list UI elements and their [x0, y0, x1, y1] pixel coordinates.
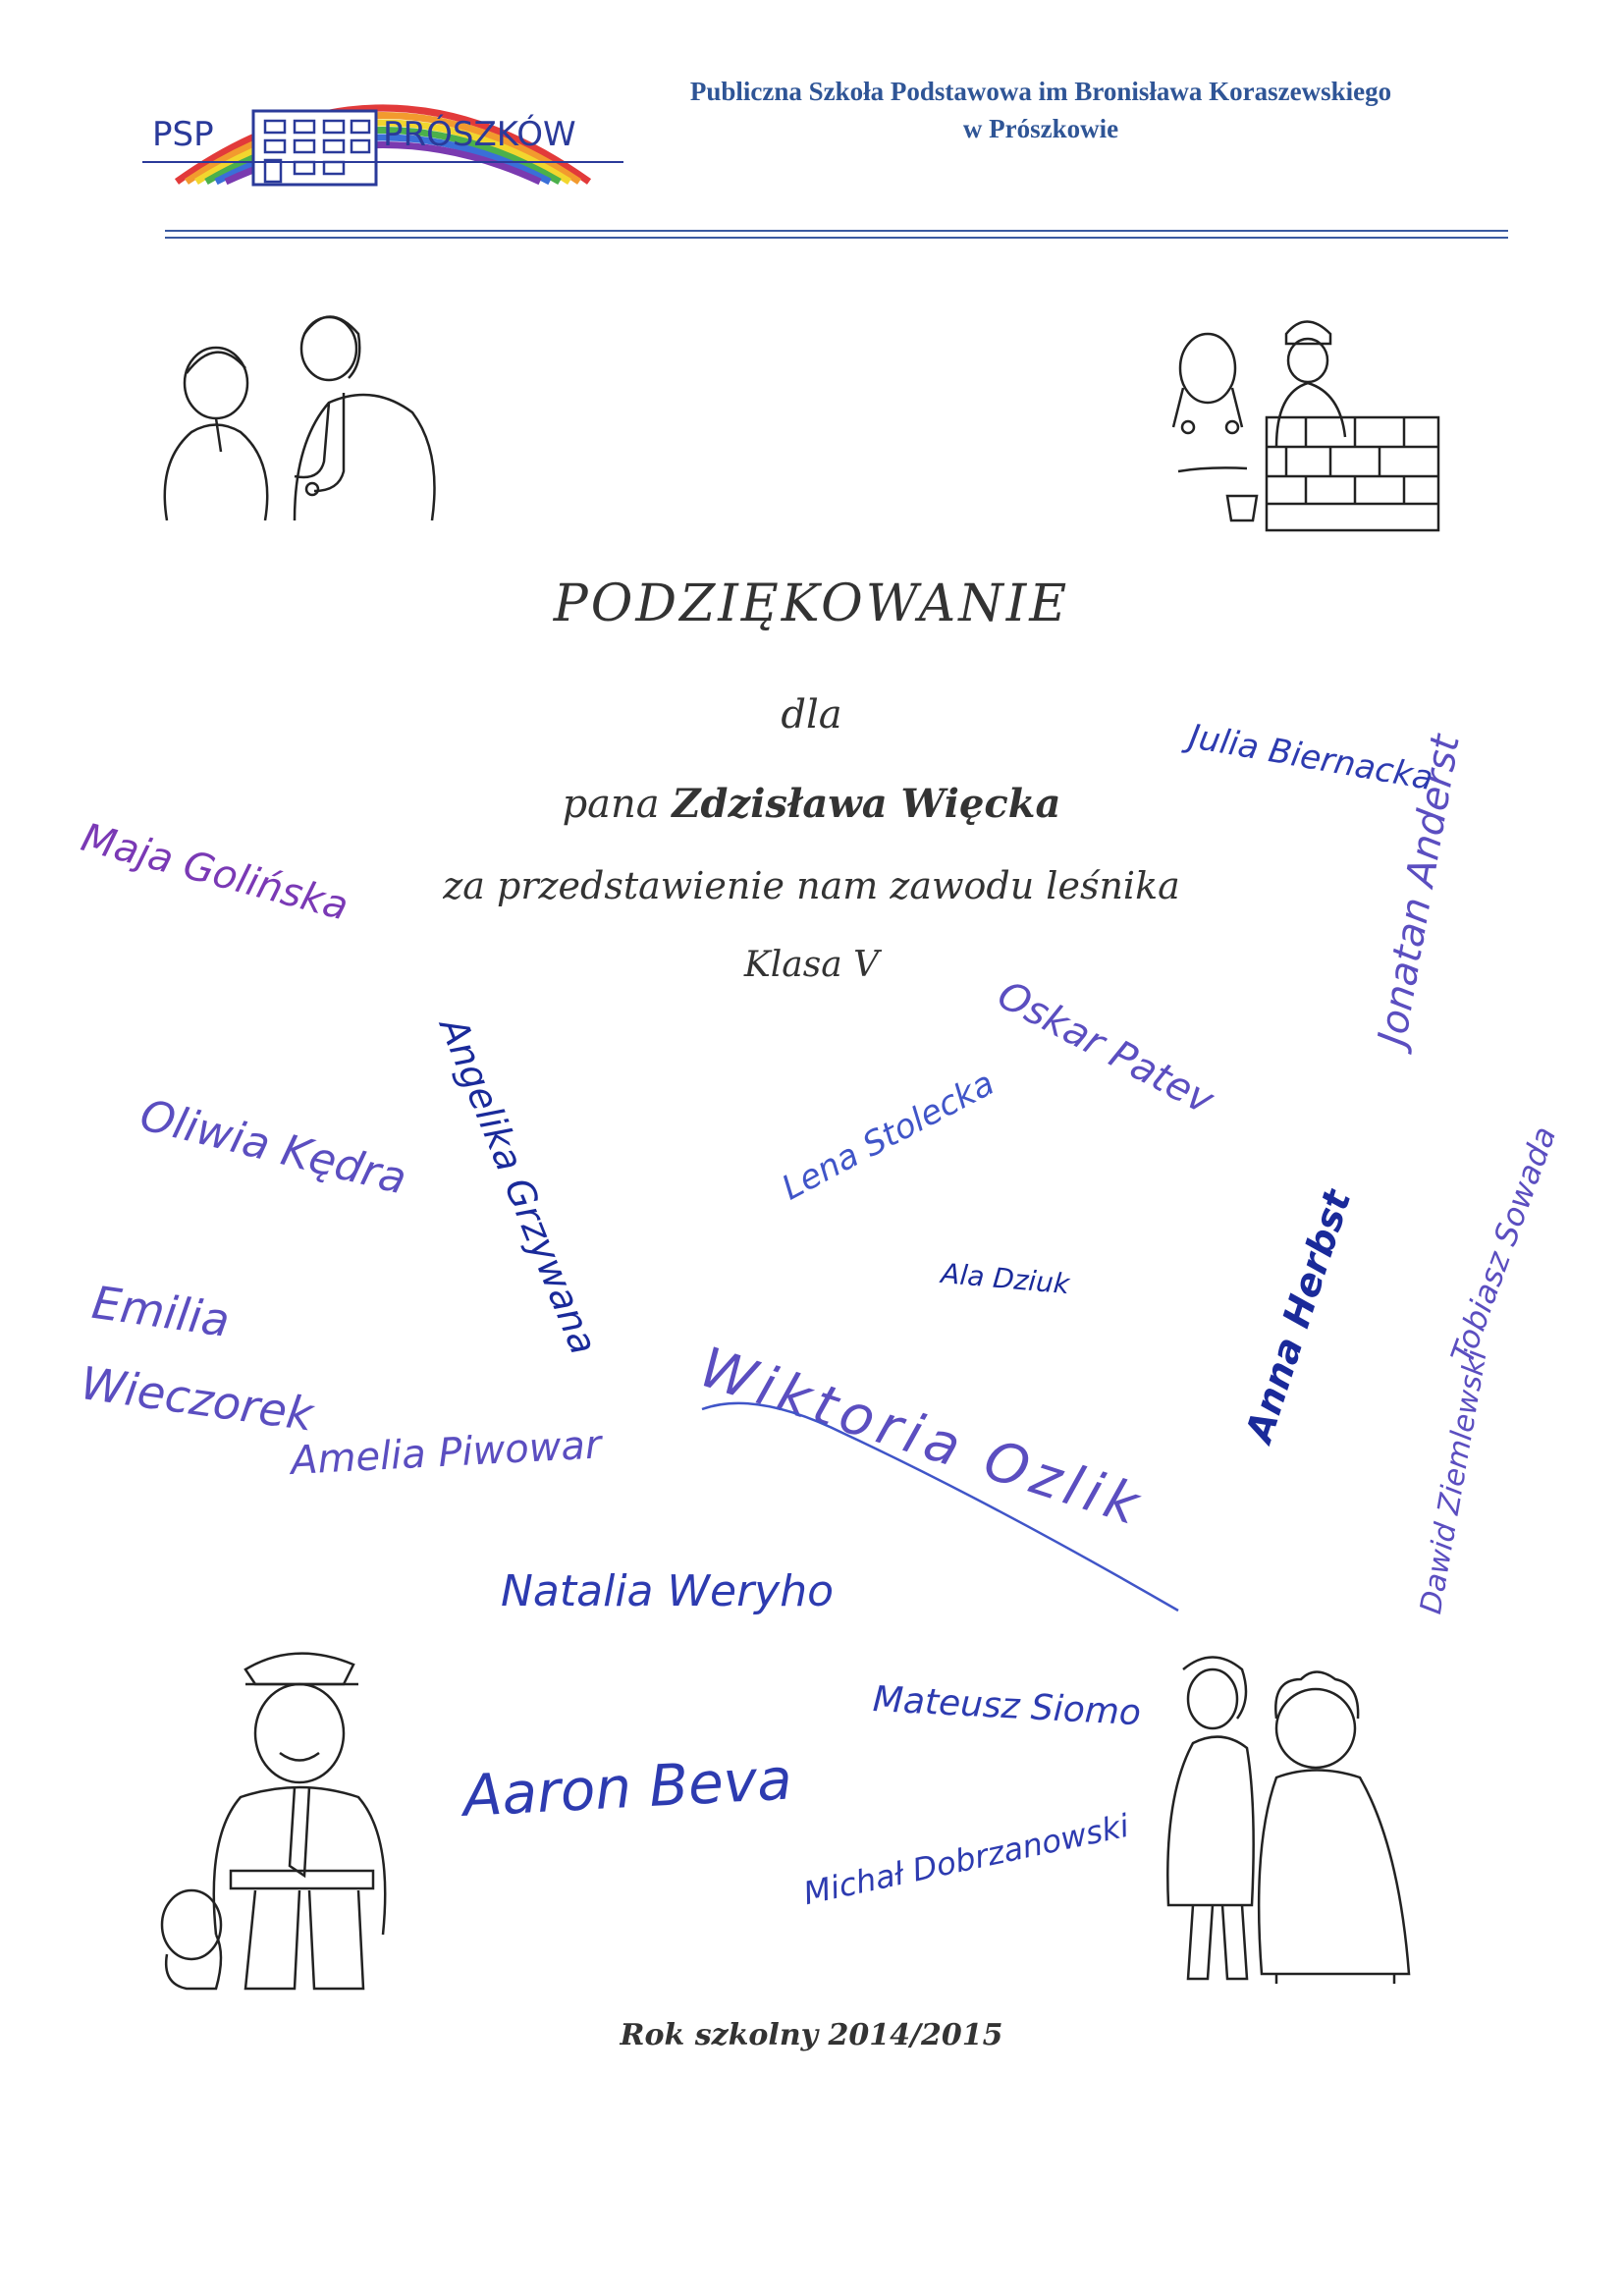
hairdresser-illustration	[1163, 1650, 1448, 1984]
signature-maja-golinska: Maja Golińska	[77, 815, 353, 930]
header-rule-top	[165, 230, 1508, 232]
school-location: w Prószkowie	[962, 114, 1119, 143]
signature-ala-dziuk: Ala Dziuk	[940, 1257, 1071, 1301]
logo-text-left: PSP	[152, 115, 214, 154]
signature-oliwia-kedra: Oliwia Kędra	[135, 1090, 411, 1205]
signature-angelika-grzywana: Angelika Grzywana	[431, 1011, 606, 1361]
signature-jonatan-anderst: Jonatan Anderst	[1370, 731, 1469, 1049]
certificate-reason: za przedstawienie nam zawodu leśnika	[443, 864, 1180, 907]
police-officer-illustration	[147, 1640, 442, 1994]
signature-lena-stolecka: Lena Stolecka	[776, 1064, 1001, 1209]
signature-anna-herbst: Anna Herbst	[1237, 1184, 1360, 1448]
school-year: Rok szkolny 2014/2015	[620, 2018, 1003, 2052]
certificate-for: dla	[781, 692, 842, 738]
recipient-name: Zdzisława Więcka	[672, 781, 1061, 827]
signature-mateusz-siomo: Mateusz Siomo	[871, 1679, 1142, 1734]
signature-aaron-beva: Aaron Beva	[461, 1745, 794, 1830]
recipient-prefix: pana	[562, 782, 660, 827]
signature-julia-biernacka: Julia Biernacka	[1186, 717, 1436, 799]
certificate-title: PODZIĘKOWANIE	[553, 574, 1070, 633]
signature-wiktoria-ozlik: Wiktoria Ozlik	[691, 1336, 1153, 1540]
header-rule-bottom	[165, 237, 1508, 239]
signature-oskar-patev: Oskar Patev	[990, 972, 1221, 1124]
certificate-class: Klasa V	[743, 945, 880, 985]
signature-michal-dobrzanowski: Michał Dobrzanowski	[800, 1806, 1133, 1913]
signature-emilia-wieczorek: Emilia Wieczorek	[78, 1275, 317, 1442]
signature-amelia-piwowar: Amelia Piwowar	[290, 1422, 603, 1484]
school-name: Publiczna Szkoła Podstawowa im Bronisława Koraszewskiego	[689, 77, 1392, 106]
bricklayer-illustration	[1159, 300, 1453, 535]
doctor-patient-illustration	[147, 295, 442, 520]
logo-text-right: PRÓSZKÓW	[383, 115, 576, 154]
signature-tobiasz-sowada: Tobiasz Sowada	[1443, 1121, 1564, 1368]
signature-dawid-ziemlewski: Dawid Ziemlewski	[1414, 1346, 1494, 1617]
signature-natalia-weryho: Natalia Weryho	[501, 1566, 835, 1616]
